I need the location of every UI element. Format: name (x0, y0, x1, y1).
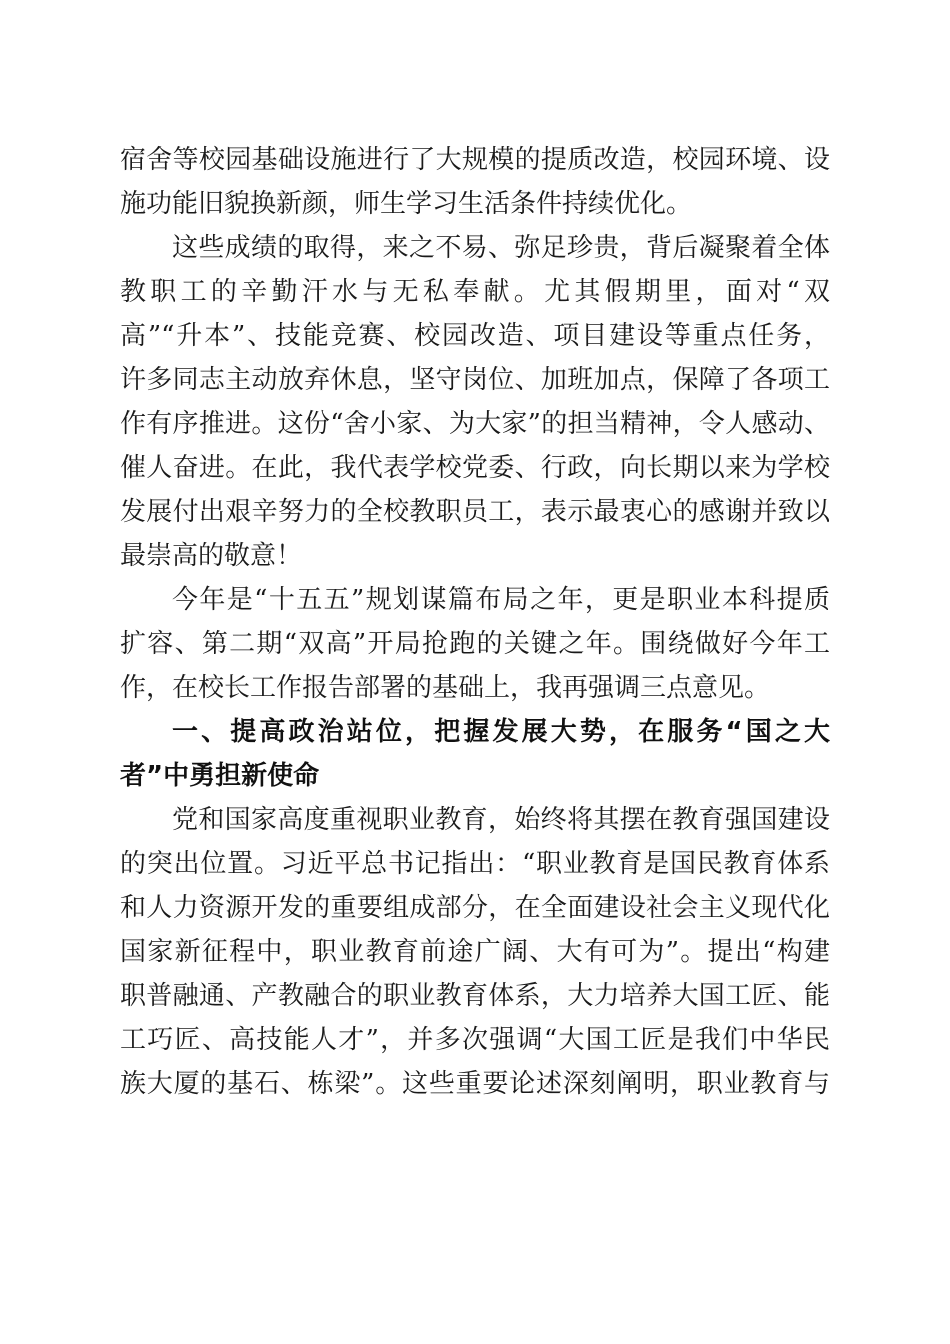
paragraph-first-line: 这些成绩的取得，来之不易、弥足珍贵，背后凝聚着全体 (172, 233, 830, 263)
text-line: 和人力资源开发的重要组成部分，在全面建设社会主义现代化 (120, 893, 830, 923)
text-line: 最崇高的敬意！ (120, 541, 303, 571)
paragraph-first-line: 党和国家高度重视职业教育，始终将其摆在教育强国建设 (172, 805, 830, 835)
text-line: 发展付出艰辛努力的全校教职员工，表示最衷心的感谢并致以 (120, 497, 830, 527)
text-line: 职普融通、产教融合的职业教育体系，大力培养大国工匠、能 (120, 981, 830, 1011)
section-heading: 一、提高政治站位，把握发展大势，在服务“国之大 (172, 717, 830, 747)
text-line: 作有序推进。这份“舍小家、为大家”的担当精神，令人感动、 (120, 409, 830, 439)
text-line: 施功能旧貌换新颜，师生学习生活条件持续优化。 (120, 189, 693, 219)
paragraph-first-line: 今年是“十五五”规划谋篇布局之年，更是职业本科提质 (172, 585, 830, 615)
text-line: 教职工的辛勤汗水与无私奉献。尤其假期里，面对“双 (120, 277, 830, 307)
text-line: 国家新征程中，职业教育前途广阔、大有可为”。提出“构建 (120, 937, 830, 967)
text-line: 工巧匠、高技能人才”，并多次强调“大国工匠是我们中华民 (120, 1025, 830, 1055)
text-line: 的突出位置。习近平总书记指出：“职业教育是国民教育体系 (120, 849, 830, 879)
text-line: 许多同志主动放弃休息，坚守岗位、加班加点，保障了各项工 (120, 365, 830, 395)
text-line: 催人奋进。在此，我代表学校党委、行政，向长期以来为学校 (120, 453, 830, 483)
section-heading-continued: 者”中勇担新使命 (120, 761, 320, 791)
text-line: 宿舍等校园基础设施进行了大规模的提质改造，校园环境、设 (120, 145, 830, 175)
text-line: 高”“升本”、技能竞赛、校园改造、项目建设等重点任务， (120, 321, 830, 351)
text-line: 族大厦的基石、栋梁”。这些重要论述深刻阐明，职业教育与 (120, 1069, 830, 1099)
text-line: 作，在校长工作报告部署的基础上，我再强调三点意见。 (120, 673, 771, 703)
text-line: 扩容、第二期“双高”开局抢跑的关键之年。围绕做好今年工 (120, 629, 830, 659)
